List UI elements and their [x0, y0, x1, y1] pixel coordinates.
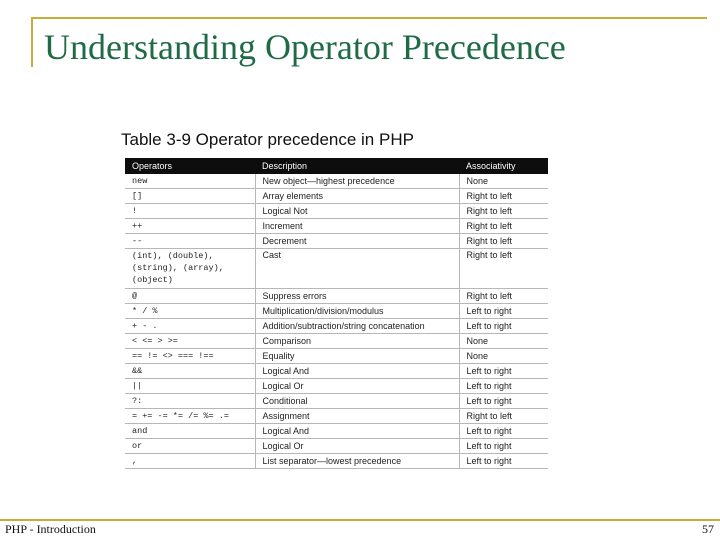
associativity-cell: Right to left — [459, 219, 548, 234]
operator-precedence-table — [125, 158, 548, 469]
table-row — [125, 424, 548, 439]
associativity-cell: Right to left — [459, 204, 548, 219]
operator-cell: or — [125, 439, 255, 454]
description-cell: New object—highest precedence — [255, 174, 459, 189]
operator-cell: < <= > >= — [125, 334, 255, 349]
table-row — [125, 409, 548, 424]
associativity-cell: Right to left — [459, 409, 548, 424]
description-cell: Assignment — [255, 409, 459, 424]
operator-cell: || — [125, 379, 255, 394]
table-row — [125, 349, 548, 364]
associativity-cell: None — [459, 349, 548, 364]
operator-cell: and — [125, 424, 255, 439]
description-cell: Conditional — [255, 394, 459, 409]
table-header-row — [125, 158, 548, 174]
table-row — [125, 189, 548, 204]
operator-cell: && — [125, 364, 255, 379]
header-description: Description — [255, 158, 459, 174]
operator-cell: + - . — [125, 319, 255, 334]
operator-cell: @ — [125, 289, 255, 304]
associativity-cell: Left to right — [459, 424, 548, 439]
description-cell: Logical Or — [255, 379, 459, 394]
associativity-cell: Right to left — [459, 249, 548, 289]
footer-rule — [0, 519, 720, 521]
table-row — [125, 379, 548, 394]
associativity-cell: Left to right — [459, 304, 548, 319]
header-operators: Operators — [125, 158, 255, 174]
top-accent-rule — [31, 17, 707, 19]
description-cell: List separator—lowest precedence — [255, 454, 459, 469]
left-accent-rule — [31, 17, 33, 67]
operator-cell: , — [125, 454, 255, 469]
description-cell: Decrement — [255, 234, 459, 249]
description-cell: Logical And — [255, 424, 459, 439]
operator-cell: new — [125, 174, 255, 189]
operator-cell: ! — [125, 204, 255, 219]
table-row — [125, 289, 548, 304]
associativity-cell: None — [459, 334, 548, 349]
operator-cell: * / % — [125, 304, 255, 319]
slide-title: Understanding Operator Precedence — [44, 27, 566, 67]
associativity-cell: Left to right — [459, 394, 548, 409]
associativity-cell: Right to left — [459, 234, 548, 249]
associativity-cell: Right to left — [459, 189, 548, 204]
description-cell: Multiplication/division/modulus — [255, 304, 459, 319]
associativity-cell: Left to right — [459, 454, 548, 469]
operator-cell: (int), (double), (string), (array), (object) — [125, 249, 255, 289]
table-row — [125, 319, 548, 334]
associativity-cell: None — [459, 174, 548, 189]
associativity-cell: Left to right — [459, 364, 548, 379]
description-cell: Addition/subtraction/string concatenation — [255, 319, 459, 334]
description-cell: Logical Not — [255, 204, 459, 219]
associativity-cell: Left to right — [459, 379, 548, 394]
table-caption: Table 3-9 Operator precedence in PHP — [121, 130, 414, 149]
description-cell: Comparison — [255, 334, 459, 349]
description-cell: Logical And — [255, 364, 459, 379]
operator-cell: -- — [125, 234, 255, 249]
table-row — [125, 439, 548, 454]
description-cell: Equality — [255, 349, 459, 364]
associativity-cell: Right to left — [459, 289, 548, 304]
operator-cell: [] — [125, 189, 255, 204]
table-body — [125, 174, 548, 469]
table-row — [125, 234, 548, 249]
table-row — [125, 219, 548, 234]
operator-cell: == != <> === !== — [125, 349, 255, 364]
footer-course-label: PHP - Introduction — [5, 522, 96, 536]
associativity-cell: Left to right — [459, 439, 548, 454]
table-row — [125, 304, 548, 319]
description-cell: Suppress errors — [255, 289, 459, 304]
description-cell: Array elements — [255, 189, 459, 204]
operator-cell: ++ — [125, 219, 255, 234]
table-row — [125, 204, 548, 219]
page-number: 57 — [702, 522, 714, 536]
description-cell: Logical Or — [255, 439, 459, 454]
header-associativity: Associativity — [459, 158, 548, 174]
operator-cell: ?: — [125, 394, 255, 409]
table-row — [125, 249, 548, 289]
table-row — [125, 454, 548, 469]
table-row — [125, 364, 548, 379]
table-row — [125, 394, 548, 409]
associativity-cell: Left to right — [459, 319, 548, 334]
table-row — [125, 334, 548, 349]
operator-cell: = += -= *= /= %= .= — [125, 409, 255, 424]
description-cell: Cast — [255, 249, 459, 289]
description-cell: Increment — [255, 219, 459, 234]
table-row — [125, 174, 548, 189]
precedence-table-container — [125, 158, 548, 469]
